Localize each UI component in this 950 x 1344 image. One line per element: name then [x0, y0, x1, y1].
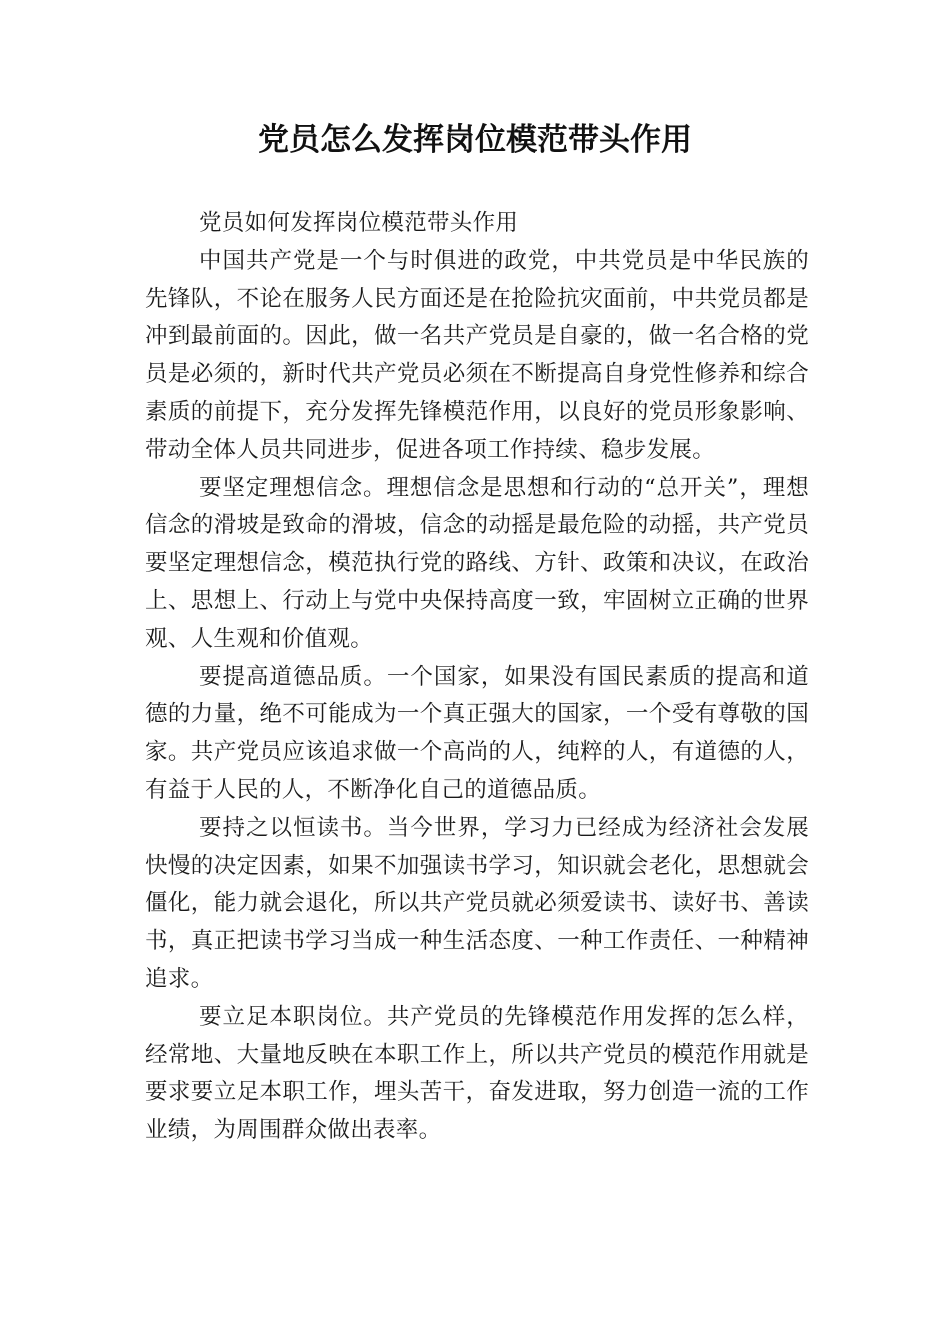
paragraph-job: 要立足本职岗位。共产党员的先锋模范作用发挥的怎么样，经常地、大量地反映在本职工作上，所以共产党员的模范作用就是要求要立足本职工作，埋头苦干，奋发进取，努力创造一流的工作业绩，为周围群众做出表率。	[145, 1003, 809, 1144]
paragraph-intro: 中国共产党是一个与时俱进的政党，中共党员是中华民族的先锋队，不论在服务人民方面还是在抢险抗灾面前，中共党员都是冲到最前面的。因此，做一名共产党员是自豪的，做一名合格的党员是必须的，新时代共产党员必须在不断提高自身党性修养和综合素质的前提下，充分发挥先锋模范作用，以良好的党员形象影响、带动全体人员共同进步，促进各项工作持续、稳步发展。	[145, 247, 809, 463]
paragraph-morality: 要提高道德品质。一个国家，如果没有国民素质的提高和道德的力量，绝不可能成为一个真正强大的国家，一个受有尊敬的国家。共产党员应该追求做一个高尚的人，纯粹的人，有道德的人，有益于人民的人，不断净化自己的道德品质。	[145, 663, 809, 803]
document-body	[145, 205, 809, 1150]
paragraph-reading: 要持之以恒读书。当今世界，学习力已经成为经济社会发展快慢的决定因素，如果不加强读书学习，知识就会老化，思想就会僵化，能力就会退化，所以共产党员就必须爱读书、读好书、善读书，真正把读书学习当成一种生活态度、一种工作责任、一种精神追求。	[145, 814, 809, 992]
paragraph-ideals: 要坚定理想信念。理想信念是思想和行动的“总开关”，理想信念的滑坡是致命的滑坡，信念的动摇是最危险的动摇，共产党员要坚定理想信念，模范执行党的路线、方针、政策和决议，在政治上、思想上、行动上与党中央保持高度一致，牢固树立正确的世界观、人生观和价值观。	[145, 474, 809, 652]
document-title: 党员怎么发挥岗位模范带头作用	[258, 122, 692, 158]
document-subtitle: 党员如何发挥岗位模范带头作用	[199, 210, 519, 236]
